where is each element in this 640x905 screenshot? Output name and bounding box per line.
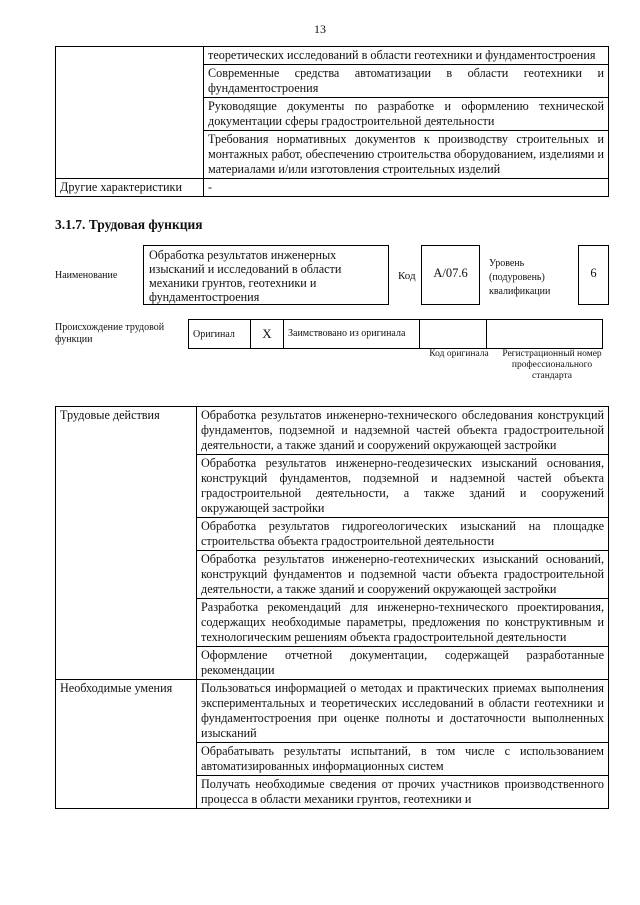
- function-name-box: Обработка результатов инженерных изысканий и исследований в области механики грунтов, геотехники и фундаментостроения: [143, 245, 389, 305]
- level-label: Уровень (подуровень) квалификации: [489, 258, 551, 297]
- reg-number-cell: [487, 320, 603, 349]
- row-text: Руководящие документы по разработке и оформлению технической документации сферы градостроительной деятельности: [204, 98, 609, 131]
- row-label: Другие характеристики: [56, 179, 204, 197]
- name-label: Наименование: [55, 270, 118, 281]
- row-text: -: [204, 179, 609, 197]
- page-number: 13: [314, 22, 326, 36]
- row-text: Получать необходимые сведения от прочих участников производственного процесса в области механики грунтов, геотехники и: [197, 776, 609, 809]
- code-original-cell: [420, 320, 487, 349]
- table-row: [56, 407, 609, 455]
- row-text: Обрабатывать результаты испытаний, в том числе с использованием автоматизированных информационных систем: [197, 743, 609, 776]
- row-text: Оформление отчетной документации, содержащей разработанные рекомендации: [197, 647, 609, 680]
- section-title: 3.1.7. Трудовая функция: [55, 217, 203, 232]
- row-text: Современные средства автоматизации в области геотехники и фундаментостроения: [204, 65, 609, 98]
- origin-label: Происхождение трудовой функции: [55, 322, 165, 345]
- row-text: теоретических исследований в области геотехники и фундаментостроения: [204, 47, 609, 65]
- row-label: [56, 47, 204, 179]
- row-label: Трудовые действия: [56, 407, 197, 680]
- table-row: [56, 680, 609, 743]
- row-text: Обработка результатов инженерно-геодезических изысканий основания, конструкций фундаментов, подземной и надземной частей объекта градостроительной деятельности, а также зданий и сооружений окружающей застройки: [197, 455, 609, 518]
- level-value-box: 6: [578, 245, 609, 305]
- row-label: Необходимые умения: [56, 680, 197, 809]
- code-original-caption: Код оригинала: [429, 349, 489, 359]
- code-label: Код: [398, 270, 416, 282]
- original-mark: X: [251, 320, 284, 349]
- function-code-box: А/07.6: [421, 245, 480, 305]
- row-text: Обработка результатов гидрогеологических изысканий на площадке строительства объекта градостроительной деятельности: [197, 518, 609, 551]
- table-row: [56, 179, 609, 197]
- reg-number-caption: Регистрационный номер профессионального стандарта: [502, 349, 602, 381]
- origin-row: [188, 319, 603, 349]
- row-text: Пользоваться информацией о методах и практических приемах выполнения экспериментальных и теоретических исследований в области геотехники и фундаментостроения при оценке полноты и достаточности выполненных изысканий: [197, 680, 609, 743]
- row-text: Обработка результатов инженерно-геотехнических изысканий оснований, конструкций фундаментов и подземной части объекта градостроительной деятельности, а также зданий и сооружений окружающей застройки: [197, 551, 609, 599]
- table-row: [56, 47, 609, 65]
- top-continuation-table: [55, 46, 609, 197]
- borrowed-label: Заимствовано из оригинала: [284, 320, 420, 349]
- row-text: Разработка рекомендаций для инженерно-технического проектирования, содержащих необходимые параметры, предложения по конструктивным и технологическим решениям объекта градостроительной деятельности: [197, 599, 609, 647]
- row-text: Обработка результатов инженерно-технического обследования конструкций фундаментов, подземной и надземной частей объекта градостроительной деятельности, а также зданий и сооружений окружающей застройки: [197, 407, 609, 455]
- row-text: Требования нормативных документов к производству строительных и монтажных работ, обеспечению строительства оборудованием, изделиями и материалами и/или изготовления строительных изделий: [204, 131, 609, 179]
- original-label: Оригинал: [189, 320, 251, 349]
- function-details-table: [55, 406, 609, 809]
